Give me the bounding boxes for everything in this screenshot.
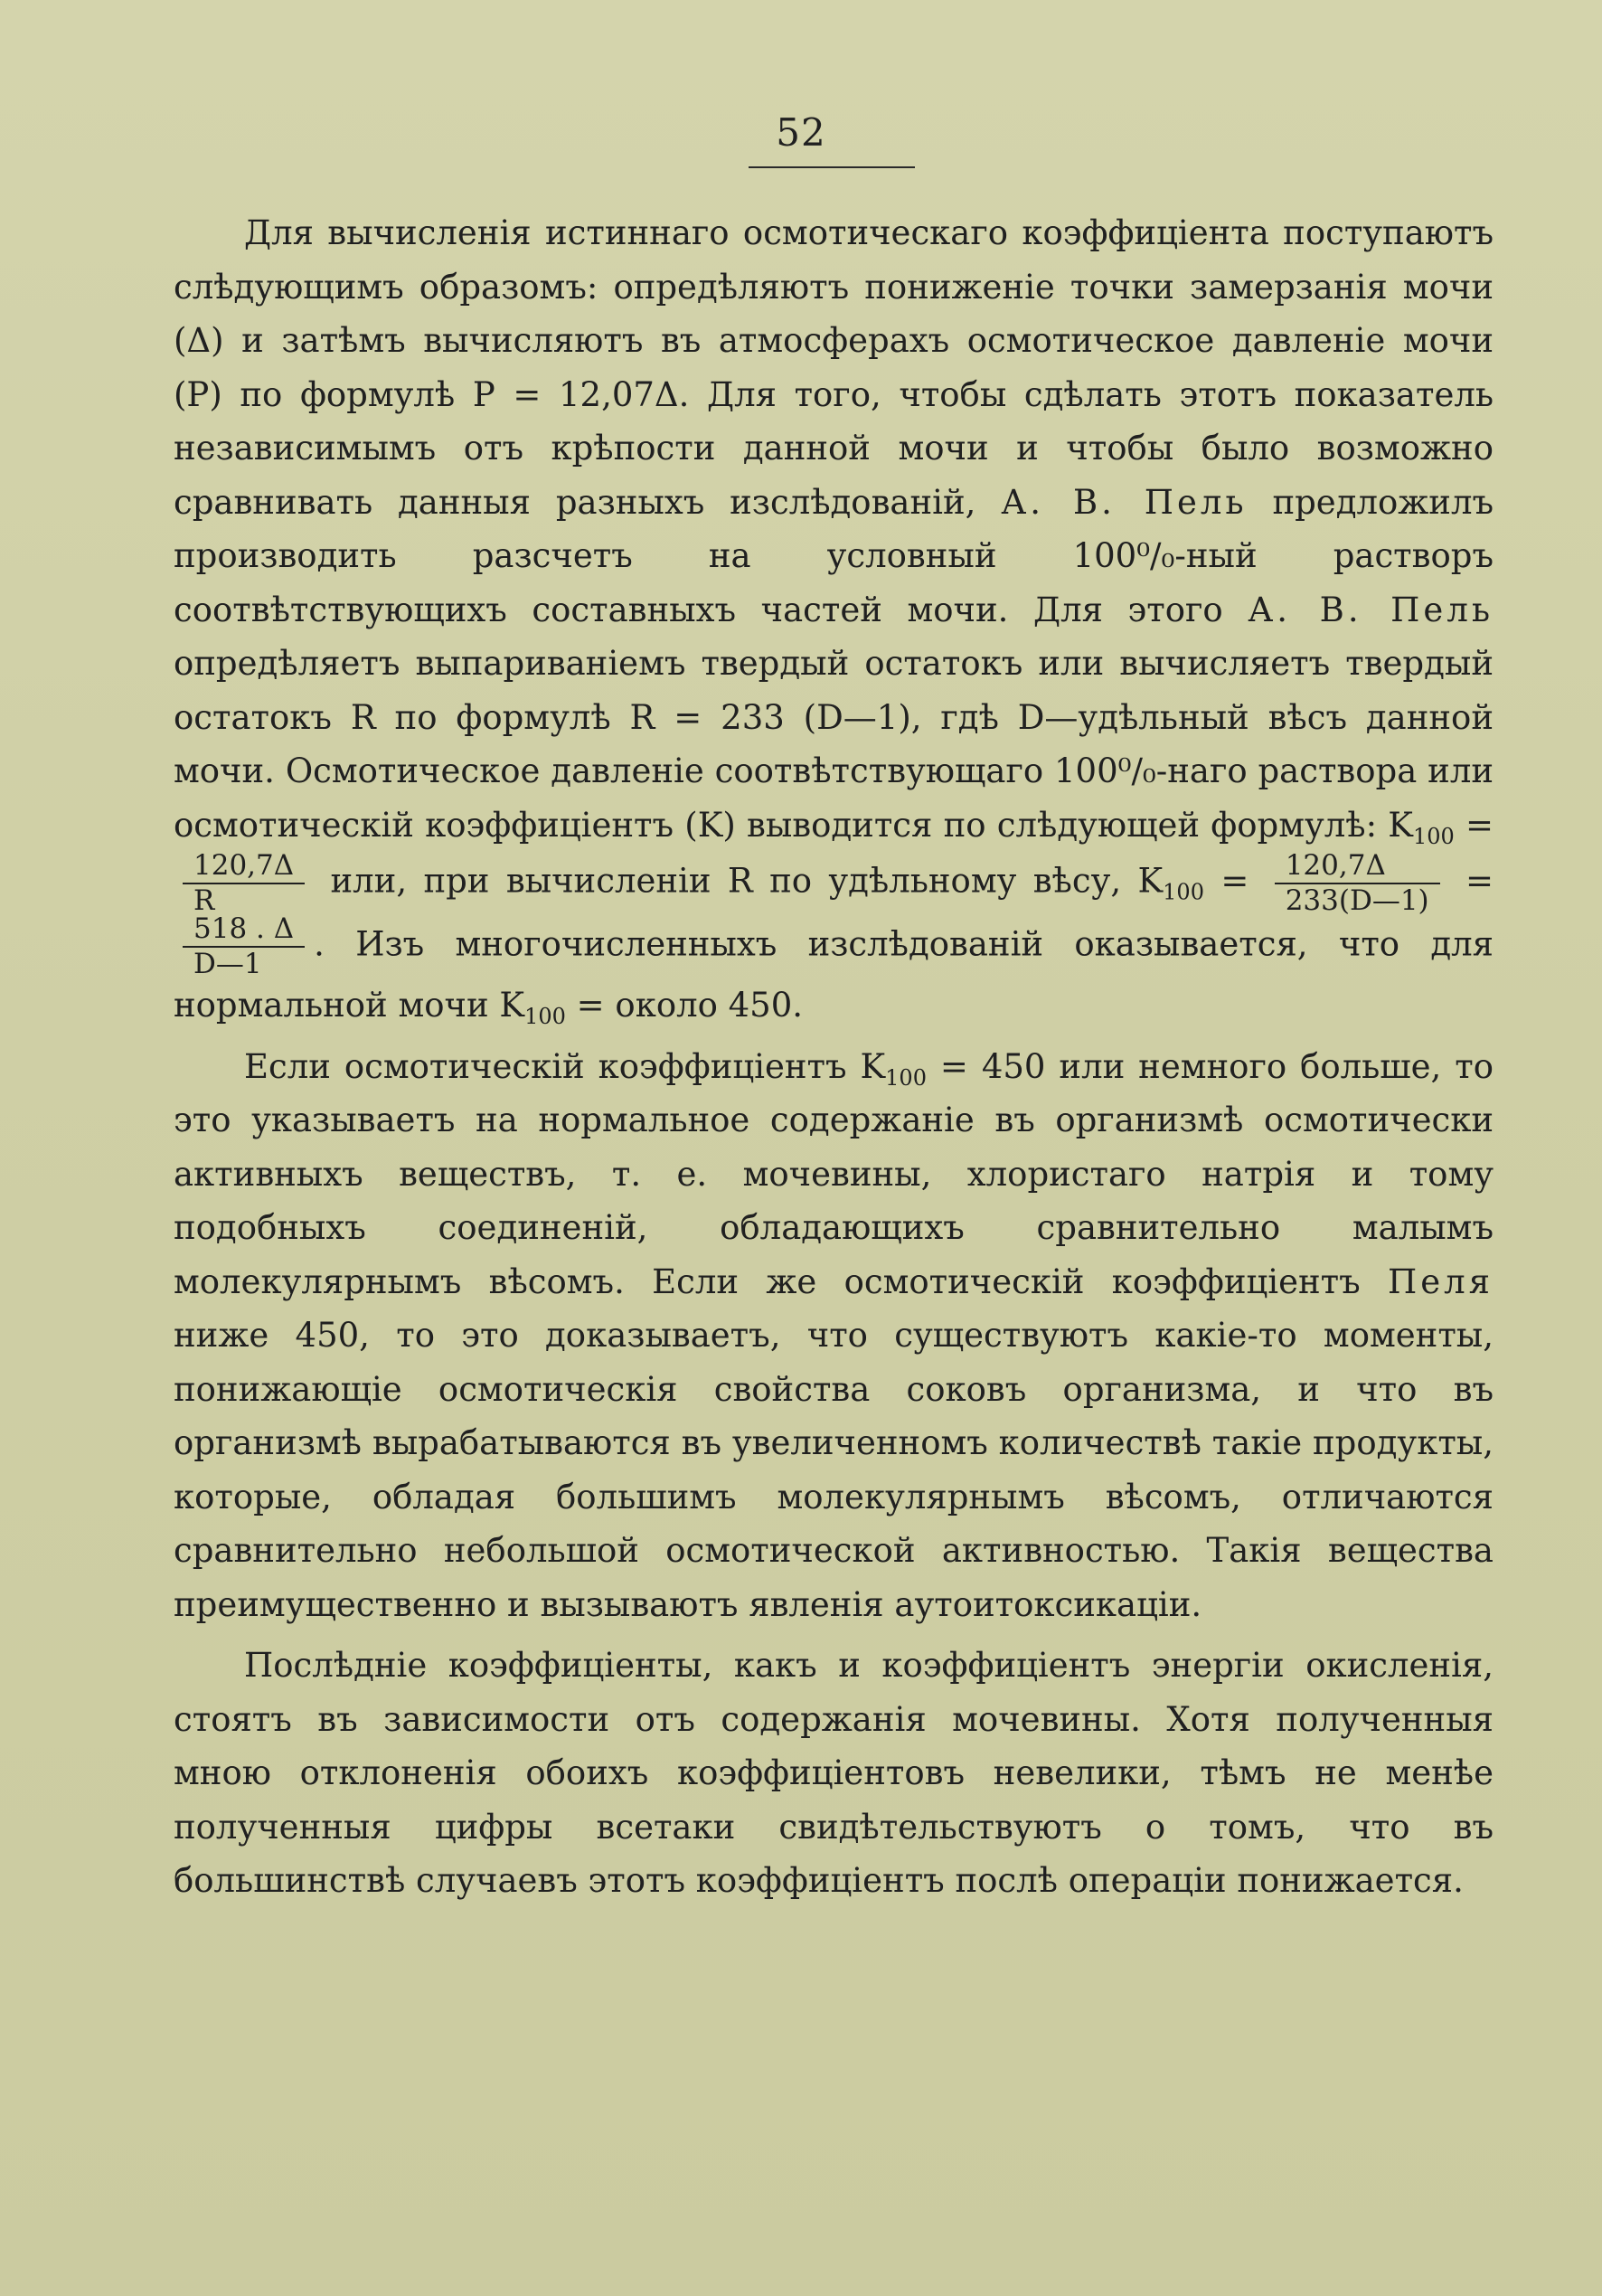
- fraction-formula-3: [183, 912, 305, 980]
- author-name: А. В. Пель: [1248, 590, 1494, 629]
- equals-sign: =: [1448, 861, 1494, 901]
- k-subscript: 100: [524, 1004, 566, 1029]
- text-span: . Изъ многочисленныхъ изслѣдованій оказывается, что для нормальной мочи: [174, 924, 1494, 1025]
- equals-sign: =: [1203, 861, 1266, 901]
- k-subscript: 100: [885, 1064, 927, 1091]
- page-number-rule: [749, 166, 915, 168]
- text-span: ниже 450, то это доказываетъ, что существуютъ какіе-то моменты, понижающіе осмотическія свойства соковъ организма, и что въ организмѣ вырабатываются въ увеличенномъ количествѣ такіе продукты, которые, обладая большимъ молекулярнымъ вѣсомъ, отличаются сравнительно небольшой осмотической активностью. Такія вещества преимущественно и вызываютъ явленія аутоитоксикаціи.: [174, 1316, 1494, 1624]
- paragraph-normal-coefficient: [174, 1040, 1494, 1632]
- fraction-formula-1: [183, 849, 305, 917]
- paragraph-latest-coefficients: Послѣдніе коэффиціенты, какъ и коэффиціентъ энергіи окисленія, стоятъ въ зависимости отъ содержанія мочевины. Хотя полученныя мною отклоненія обоихъ коэффиціентовъ невелики, тѣмъ не менѣе полученныя цифры всетаки свидѣтельствуютъ о томъ, что въ большинствѣ случаевъ этотъ коэффиціентъ послѣ операціи понижается.: [174, 1646, 1494, 1900]
- k-subscript: 100: [1163, 879, 1204, 905]
- fraction-numerator: 120,7Δ: [183, 852, 305, 884]
- text-span: Для вычисленія истиннаго осмотическаго коэффиціента поступаютъ слѣдующимъ образомъ: опредѣляютъ пониженіе точки замерзанія мочи (Δ) и затѣмъ вычисляютъ въ атмосферахъ осмотическое давленіе мочи (P) по формулѣ P = 12,07Δ. Для того, чтобы сдѣлать этотъ показатель независимымъ отъ крѣпости данной мочи и чтобы было возможно сравнивать данныя разныхъ изслѣдованій,: [174, 213, 1494, 522]
- equals-sign: =: [1454, 805, 1494, 845]
- paragraph-osmotic-coefficient-calculation: [174, 206, 1494, 1033]
- fraction-formula-2: [1275, 849, 1440, 917]
- k-symbol: K: [499, 986, 525, 1025]
- k-symbol: K: [860, 1046, 886, 1086]
- fraction-denominator: R: [193, 884, 215, 917]
- body-text: [174, 206, 1494, 2232]
- k-subscript: 100: [1412, 823, 1455, 849]
- author-name: А. В. Пель: [1001, 482, 1248, 522]
- text-span: предложилъ производить разсчетъ на условный 100⁰/₀-ный растворъ соотвѣтствующихъ составныхъ частей мочи. Для этого: [174, 482, 1494, 629]
- author-name: Пеля: [1387, 1261, 1494, 1301]
- fraction-numerator: 518 . Δ: [183, 915, 305, 948]
- k-symbol: K: [1388, 805, 1413, 845]
- text-span: Если осмотическій коэффиціентъ: [244, 1046, 861, 1086]
- text-span: = 450 или немного больше, то это указываетъ на нормальное содержаніе въ организмѣ осмотически активныхъ веществъ, т. е. мочевины, хлористаго натрія и тому подобныхъ соединеній, обладающихъ сравнительно малымъ молекулярнымъ вѣсомъ. Если же осмотическій коэффиціентъ: [174, 1046, 1494, 1301]
- k-symbol: K: [1137, 861, 1164, 901]
- text-span: или, при вычисленіи R по удѣльному вѣсу,: [314, 861, 1138, 901]
- text-span: = около 450.: [565, 986, 804, 1025]
- fraction-numerator: 120,7Δ: [1275, 852, 1440, 884]
- fraction-denominator: D—1: [193, 948, 262, 980]
- fraction-denominator: 233(D—1): [1285, 884, 1429, 917]
- text-span: опредѣляетъ выпариваніемъ твердый остатокъ или вычисляетъ твердый остатокъ R по формулѣ R = 233 (D—1), гдѣ D—удѣльный вѣсъ данной мочи. Осмотическое давленіе соотвѣтствующаго 100⁰/₀-наго раствора или осмотическій коэффиціентъ (K) выводится по слѣдующей формулѣ:: [174, 644, 1494, 845]
- page-number: 52: [776, 110, 826, 155]
